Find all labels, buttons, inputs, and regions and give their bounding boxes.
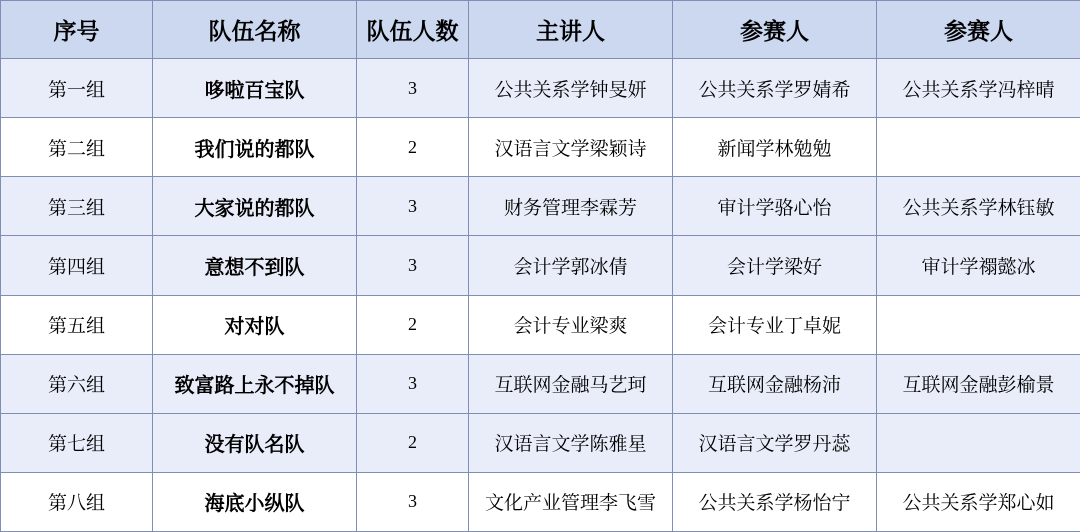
cell-team-size: 3 xyxy=(357,236,469,295)
cell-participant-1: 公共关系学罗婧希 xyxy=(673,59,877,118)
cell-participant-1: 审计学骆心怡 xyxy=(673,177,877,236)
cell-team-size: 3 xyxy=(357,472,469,531)
cell-participant-2: 审计学禤懿冰 xyxy=(877,236,1080,295)
table-header xyxy=(1,1,1080,59)
cell-team-name: 没有队名队 xyxy=(153,413,357,472)
table-row xyxy=(1,236,1080,295)
cell-speaker: 会计学郭冰倩 xyxy=(469,236,673,295)
cell-team-size: 2 xyxy=(357,118,469,177)
cell-index: 第二组 xyxy=(1,118,153,177)
cell-participant-2: 公共关系学冯梓晴 xyxy=(877,59,1080,118)
cell-index: 第七组 xyxy=(1,413,153,472)
table-row xyxy=(1,118,1080,177)
cell-index: 第四组 xyxy=(1,236,153,295)
cell-participant-1: 汉语言文学罗丹蕊 xyxy=(673,413,877,472)
cell-participant-2 xyxy=(877,118,1080,177)
cell-team-size: 2 xyxy=(357,413,469,472)
table-row xyxy=(1,177,1080,236)
cell-team-name: 对对队 xyxy=(153,295,357,354)
cell-team-name: 致富路上永不掉队 xyxy=(153,354,357,413)
cell-participant-1: 会计学梁好 xyxy=(673,236,877,295)
column-header-participant-2: 参赛人 xyxy=(877,1,1080,59)
cell-team-name: 哆啦百宝队 xyxy=(153,59,357,118)
cell-participant-2: 公共关系学林钰敏 xyxy=(877,177,1080,236)
cell-participant-1: 新闻学林勉勉 xyxy=(673,118,877,177)
cell-team-size: 3 xyxy=(357,354,469,413)
cell-participant-2 xyxy=(877,413,1080,472)
cell-team-name: 海底小纵队 xyxy=(153,472,357,531)
column-header-team-name: 队伍名称 xyxy=(153,1,357,59)
cell-team-name: 意想不到队 xyxy=(153,236,357,295)
cell-index: 第八组 xyxy=(1,472,153,531)
column-header-index: 序号 xyxy=(1,1,153,59)
table-row xyxy=(1,413,1080,472)
table-row xyxy=(1,354,1080,413)
table-row xyxy=(1,59,1080,118)
cell-team-name: 我们说的都队 xyxy=(153,118,357,177)
cell-speaker: 公共关系学钟旻妍 xyxy=(469,59,673,118)
cell-index: 第一组 xyxy=(1,59,153,118)
cell-participant-1: 互联网金融杨沛 xyxy=(673,354,877,413)
cell-speaker: 财务管理李霖芳 xyxy=(469,177,673,236)
cell-participant-1: 公共关系学杨怡宁 xyxy=(673,472,877,531)
cell-participant-1: 会计专业丁卓妮 xyxy=(673,295,877,354)
cell-speaker: 会计专业梁爽 xyxy=(469,295,673,354)
cell-speaker: 文化产业管理李飞雪 xyxy=(469,472,673,531)
cell-participant-2: 公共关系学郑心如 xyxy=(877,472,1080,531)
cell-speaker: 汉语言文学梁颖诗 xyxy=(469,118,673,177)
table-row xyxy=(1,295,1080,354)
cell-team-size: 3 xyxy=(357,177,469,236)
cell-team-size: 3 xyxy=(357,59,469,118)
cell-index: 第三组 xyxy=(1,177,153,236)
header-row xyxy=(1,1,1080,59)
column-header-participant-1: 参赛人 xyxy=(673,1,877,59)
table-body xyxy=(1,59,1080,532)
cell-participant-2: 互联网金融彭榆景 xyxy=(877,354,1080,413)
column-header-team-size: 队伍人数 xyxy=(357,1,469,59)
cell-speaker: 汉语言文学陈雅星 xyxy=(469,413,673,472)
column-header-speaker: 主讲人 xyxy=(469,1,673,59)
cell-index: 第五组 xyxy=(1,295,153,354)
cell-index: 第六组 xyxy=(1,354,153,413)
table-row xyxy=(1,472,1080,531)
cell-team-size: 2 xyxy=(357,295,469,354)
cell-team-name: 大家说的都队 xyxy=(153,177,357,236)
cell-participant-2 xyxy=(877,295,1080,354)
cell-speaker: 互联网金融马艺珂 xyxy=(469,354,673,413)
